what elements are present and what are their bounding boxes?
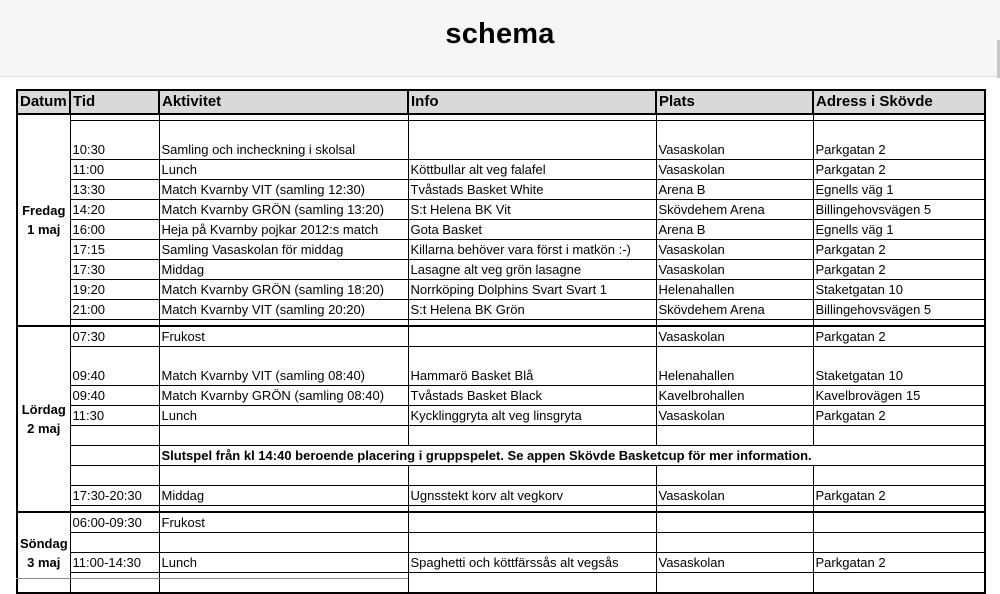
col-header-tid: Tid (70, 90, 159, 114)
empty-row (17, 426, 985, 446)
table-row: 19:20 Match Kvarnby GRÖN (samling 18:20) Norrköping Dolphins Svart Svart 1 Helenahallen Staketgatan 10 (17, 280, 985, 300)
day-label: Fredag 1 maj (17, 114, 70, 326)
table-row: 10:30 Samling och incheckning i skolsal Vasaskolan Parkgatan 2 (17, 121, 985, 160)
table-row: 09:40 Match Kvarnby VIT (samling 08:40) Hammarö Basket Blå Helenahallen Staketgatan 10 (17, 347, 985, 386)
col-header-info: Info (408, 90, 656, 114)
table-row: 11:30 Lunch Kycklinggryta alt veg linsgryta Vasaskolan Parkgatan 2 (17, 406, 985, 426)
table-row: 13:30 Match Kvarnby VIT (samling 12:30) Tvåstads Basket White Arena B Egnells väg 1 (17, 180, 985, 200)
schedule-table (16, 89, 986, 594)
table-row: 17:15 Samling Vasaskolan för middag Killarna behöver vara först i matkön :-) Vasaskolan Parkgatan 2 (17, 240, 985, 260)
day-group-lordag (17, 326, 985, 512)
col-header-datum: Datum (17, 90, 70, 114)
table-row: 17:30 Middag Lasagne alt veg grön lasagne Vasaskolan Parkgatan 2 (17, 260, 985, 280)
day-label: Lördag 2 maj (17, 326, 70, 512)
col-header-adress: Adress i Skövde (813, 90, 985, 114)
page-title: schema (445, 18, 555, 50)
day-label: Söndag 3 maj (17, 512, 70, 593)
empty-row (17, 466, 985, 486)
table-row: 17:30-20:30 Middag Ugnsstekt korv alt vegkorv Vasaskolan Parkgatan 2 (17, 486, 985, 506)
col-header-aktivitet: Aktivitet (159, 90, 408, 114)
header-row (17, 90, 985, 114)
day-group-fredag (17, 114, 985, 326)
table-row: 14:20 Match Kvarnby GRÖN (samling 13:20) S:t Helena BK Vit Skövdehem Arena Billingehovsvägen 5 (17, 200, 985, 220)
table-row: 11:00-14:30 Lunch Spaghetti och köttfärssås alt vegsås Vasaskolan Parkgatan 2 (17, 553, 985, 573)
table-row: Söndag 3 maj 06:00-09:30 Frukost (17, 512, 985, 533)
empty-row (17, 533, 985, 553)
table-row: Lördag 2 maj 07:30 Frukost Vasaskolan Parkgatan 2 (17, 326, 985, 347)
table-row: 16:00 Heja på Kvarnby pojkar 2012:s match Gota Basket Arena B Egnells väg 1 (17, 220, 985, 240)
note-row (17, 446, 985, 466)
table-row: 11:00 Lunch Köttbullar alt veg falafel Vasaskolan Parkgatan 2 (17, 160, 985, 180)
divider (16, 578, 408, 579)
empty-row (17, 573, 985, 594)
title-bar (0, 0, 1000, 77)
table-row: 21:00 Match Kvarnby VIT (samling 20:20) S:t Helena BK Grön Skövdehem Arena Billingehovsvägen 5 (17, 300, 985, 320)
playoff-note: Slutspel från kl 14:40 beroende placering i gruppspelet. Se appen Skövde Basketcup för mer information. (159, 446, 985, 466)
col-header-plats: Plats (656, 90, 813, 114)
table-row: 09:40 Match Kvarnby GRÖN (samling 08:40) Tvåstads Basket Black Kavelbrohallen Kavelbrovägen 15 (17, 386, 985, 406)
